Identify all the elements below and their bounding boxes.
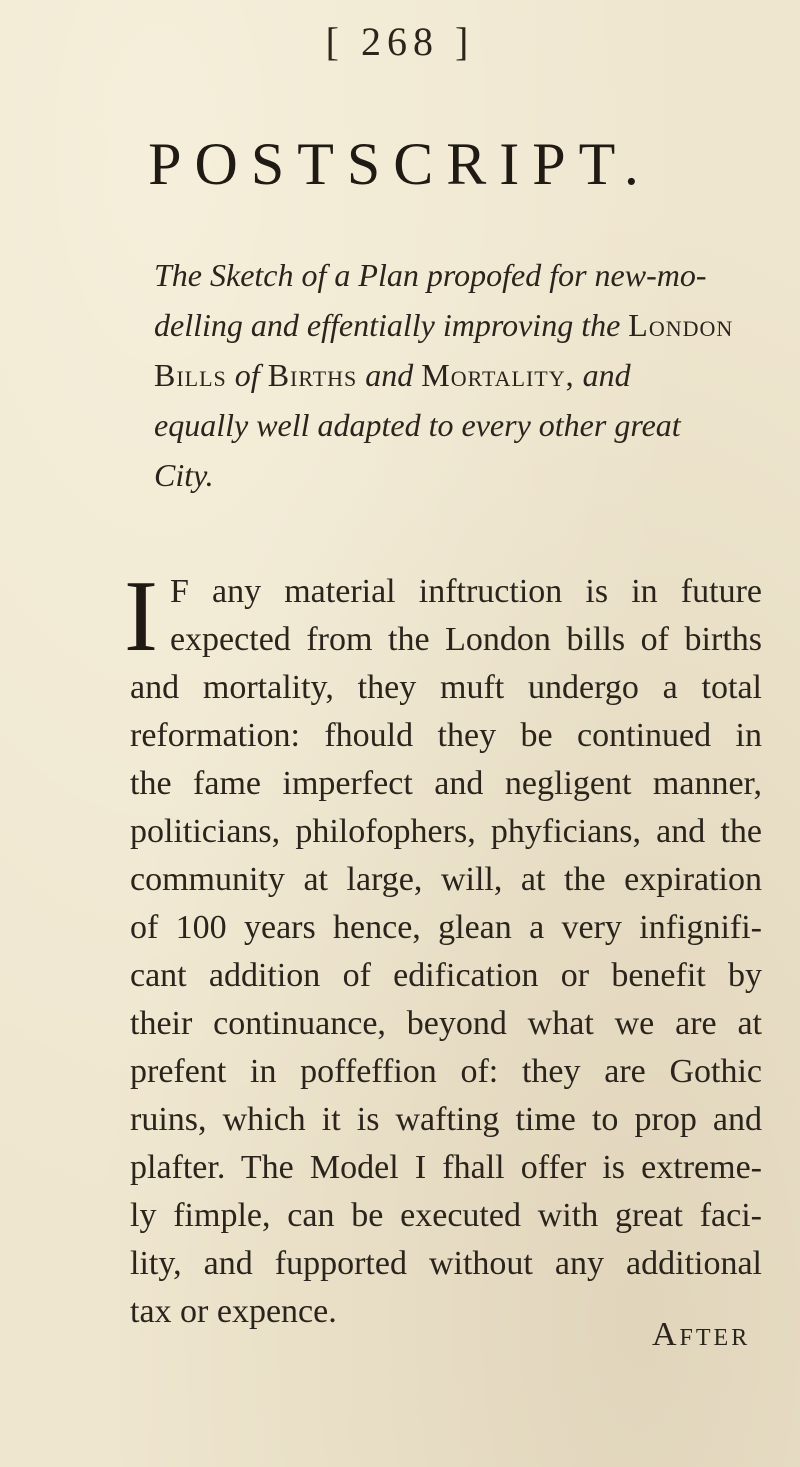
- body-line: F any material inftruction is in future: [169, 573, 762, 610]
- body-paragraph: [124, 560, 762, 1336]
- body-line: lity, and fupported without any additional: [130, 1245, 762, 1282]
- body-line: cant addition of edification or benefit by: [130, 957, 762, 994]
- body-line: ly fimple, can be executed with great faci-: [130, 1197, 762, 1234]
- body-line: community at large, will, at the expiration: [130, 861, 762, 898]
- subtitle-text: of: [234, 357, 260, 393]
- page-heading: POSTSCRIPT.: [148, 131, 652, 197]
- body-line: of 100 years hence, glean a very infignifi-: [130, 909, 762, 946]
- body-line: and mortality, they muft undergo a total: [130, 669, 762, 706]
- subtitle-line-3: [154, 350, 754, 400]
- body-line: politicians, philofophers, phyficians, and the: [130, 813, 762, 850]
- subtitle-smallcaps: Mortality,: [421, 357, 575, 393]
- subtitle-text: and: [582, 357, 631, 393]
- body-line: expected from the London bills of births: [169, 621, 762, 658]
- body-line: prefent in poffeffion of: they are Gothic: [130, 1053, 762, 1090]
- page-number: [ 268 ]: [325, 19, 475, 64]
- body-line: the fame imperfect and negligent manner,: [130, 765, 762, 802]
- subtitle-line-4: equally well adapted to every other great: [154, 407, 681, 443]
- body-line: tax or expence.: [130, 1293, 337, 1330]
- body-line: reformation: fhould they be continued in: [130, 717, 762, 754]
- subtitle-smallcaps: Bills: [154, 357, 227, 393]
- subtitle: [154, 250, 754, 500]
- catchword: After: [652, 1316, 751, 1353]
- drop-cap: I: [124, 560, 158, 673]
- subtitle-text: delling and effentially improving the: [154, 307, 621, 343]
- subtitle-line-1: The Sketch of a Plan propofed for new-mo-: [154, 257, 707, 293]
- subtitle-text: and: [365, 357, 414, 393]
- subtitle-smallcaps: Births: [267, 357, 358, 393]
- body-line: ruins, which it is wafting time to prop and: [130, 1101, 762, 1138]
- subtitle-line-2: [154, 300, 754, 350]
- body-line: plafter. The Model I fhall offer is extreme-: [130, 1149, 762, 1186]
- subtitle-line-5: City.: [154, 457, 214, 493]
- subtitle-smallcaps: London: [628, 307, 734, 343]
- body-line: their continuance, beyond what we are at: [130, 1005, 762, 1042]
